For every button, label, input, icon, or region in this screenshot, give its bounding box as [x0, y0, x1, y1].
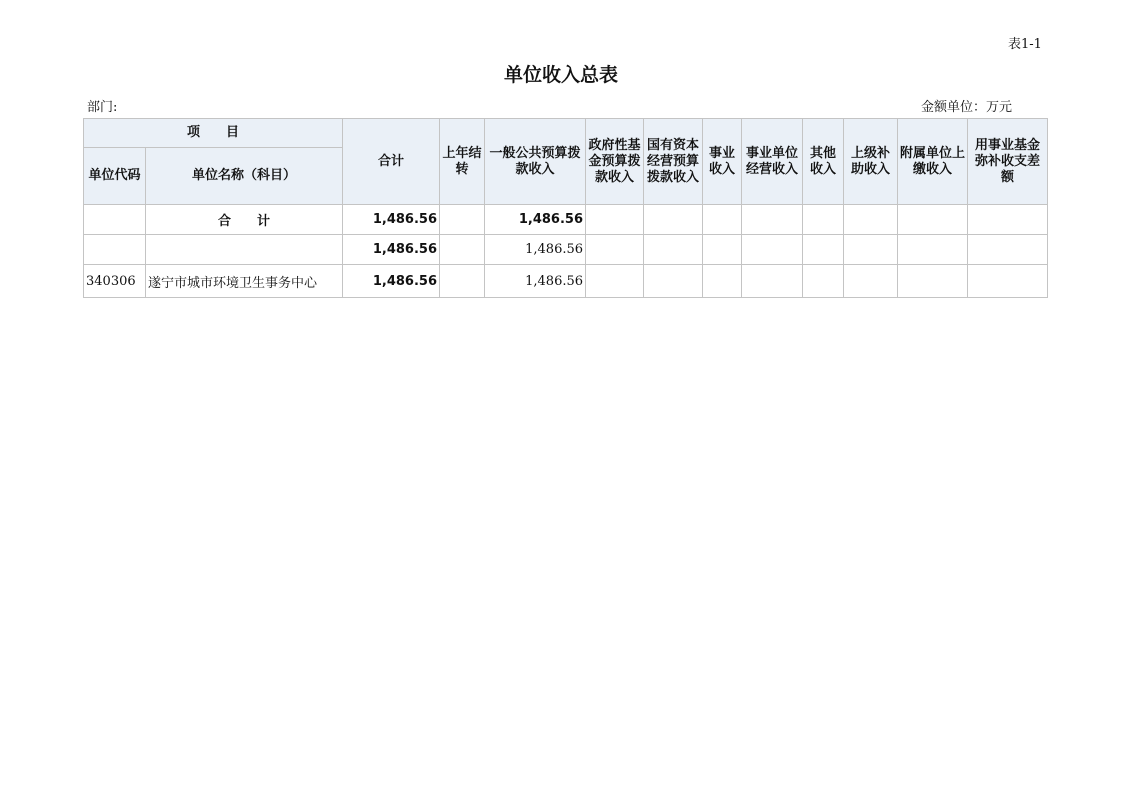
table-row — [84, 265, 1048, 298]
cell-business-operation — [742, 265, 803, 298]
cell-other — [803, 235, 844, 265]
cell-prev-carry — [440, 265, 485, 298]
table-row — [84, 235, 1048, 265]
amount-unit: 金额单位：万元 — [921, 100, 1013, 115]
cell-gov-fund — [586, 205, 644, 235]
cell-general-budget: 1,486.56 — [485, 205, 586, 235]
page-title: 单位收入总表 — [503, 64, 618, 86]
cell-name — [146, 235, 343, 265]
cell-affiliated — [898, 265, 968, 298]
header-state-capital: 国有资本经营预算拨款收入 — [644, 119, 703, 205]
header-unit-code: 单位代码 — [84, 148, 146, 205]
cell-name: 合 计 — [146, 205, 343, 235]
cell-code — [84, 235, 146, 265]
cell-gov-fund — [586, 235, 644, 265]
cell-total: 1,486.56 — [343, 265, 440, 298]
cell-fund-balance — [968, 205, 1048, 235]
income-summary-table — [83, 118, 1048, 298]
cell-state-capital — [644, 235, 703, 265]
header-gov-fund: 政府性基金预算拨款收入 — [586, 119, 644, 205]
department-label: 部门: — [87, 100, 118, 115]
cell-fund-balance — [968, 235, 1048, 265]
table-row-total — [84, 205, 1048, 235]
header-unit-name: 单位名称（科目） — [146, 148, 343, 205]
form-number: 表1-1 — [1008, 37, 1042, 52]
header-total: 合计 — [343, 119, 440, 205]
header-fund-balance: 用事业基金弥补收支差额 — [968, 119, 1048, 205]
cell-superior-subsidy — [844, 205, 898, 235]
cell-affiliated — [898, 205, 968, 235]
cell-state-capital — [644, 205, 703, 235]
cell-code: 340306 — [84, 265, 146, 298]
cell-code — [84, 205, 146, 235]
cell-total: 1,486.56 — [343, 205, 440, 235]
header-prev-carry: 上年结转 — [440, 119, 485, 205]
header-affiliated: 附属单位上缴收入 — [898, 119, 968, 205]
cell-total: 1,486.56 — [343, 235, 440, 265]
header-superior-subsidy: 上级补助收入 — [844, 119, 898, 205]
cell-gov-fund — [586, 265, 644, 298]
cell-name: 遂宁市城市环境卫生事务中心 — [146, 265, 343, 298]
header-item-group: 项 目 — [84, 119, 343, 148]
cell-business — [703, 265, 742, 298]
cell-general-budget: 1,486.56 — [485, 235, 586, 265]
cell-prev-carry — [440, 235, 485, 265]
cell-general-budget: 1,486.56 — [485, 265, 586, 298]
cell-business — [703, 205, 742, 235]
header-other: 其他收入 — [803, 119, 844, 205]
cell-other — [803, 205, 844, 235]
header-business-operation: 事业单位经营收入 — [742, 119, 803, 205]
cell-superior-subsidy — [844, 235, 898, 265]
cell-business-operation — [742, 205, 803, 235]
cell-business-operation — [742, 235, 803, 265]
header-general-budget: 一般公共预算拨款收入 — [485, 119, 586, 205]
cell-state-capital — [644, 265, 703, 298]
cell-affiliated — [898, 235, 968, 265]
cell-fund-balance — [968, 265, 1048, 298]
cell-prev-carry — [440, 205, 485, 235]
header-business: 事业收入 — [703, 119, 742, 205]
cell-superior-subsidy — [844, 265, 898, 298]
cell-business — [703, 235, 742, 265]
cell-other — [803, 265, 844, 298]
